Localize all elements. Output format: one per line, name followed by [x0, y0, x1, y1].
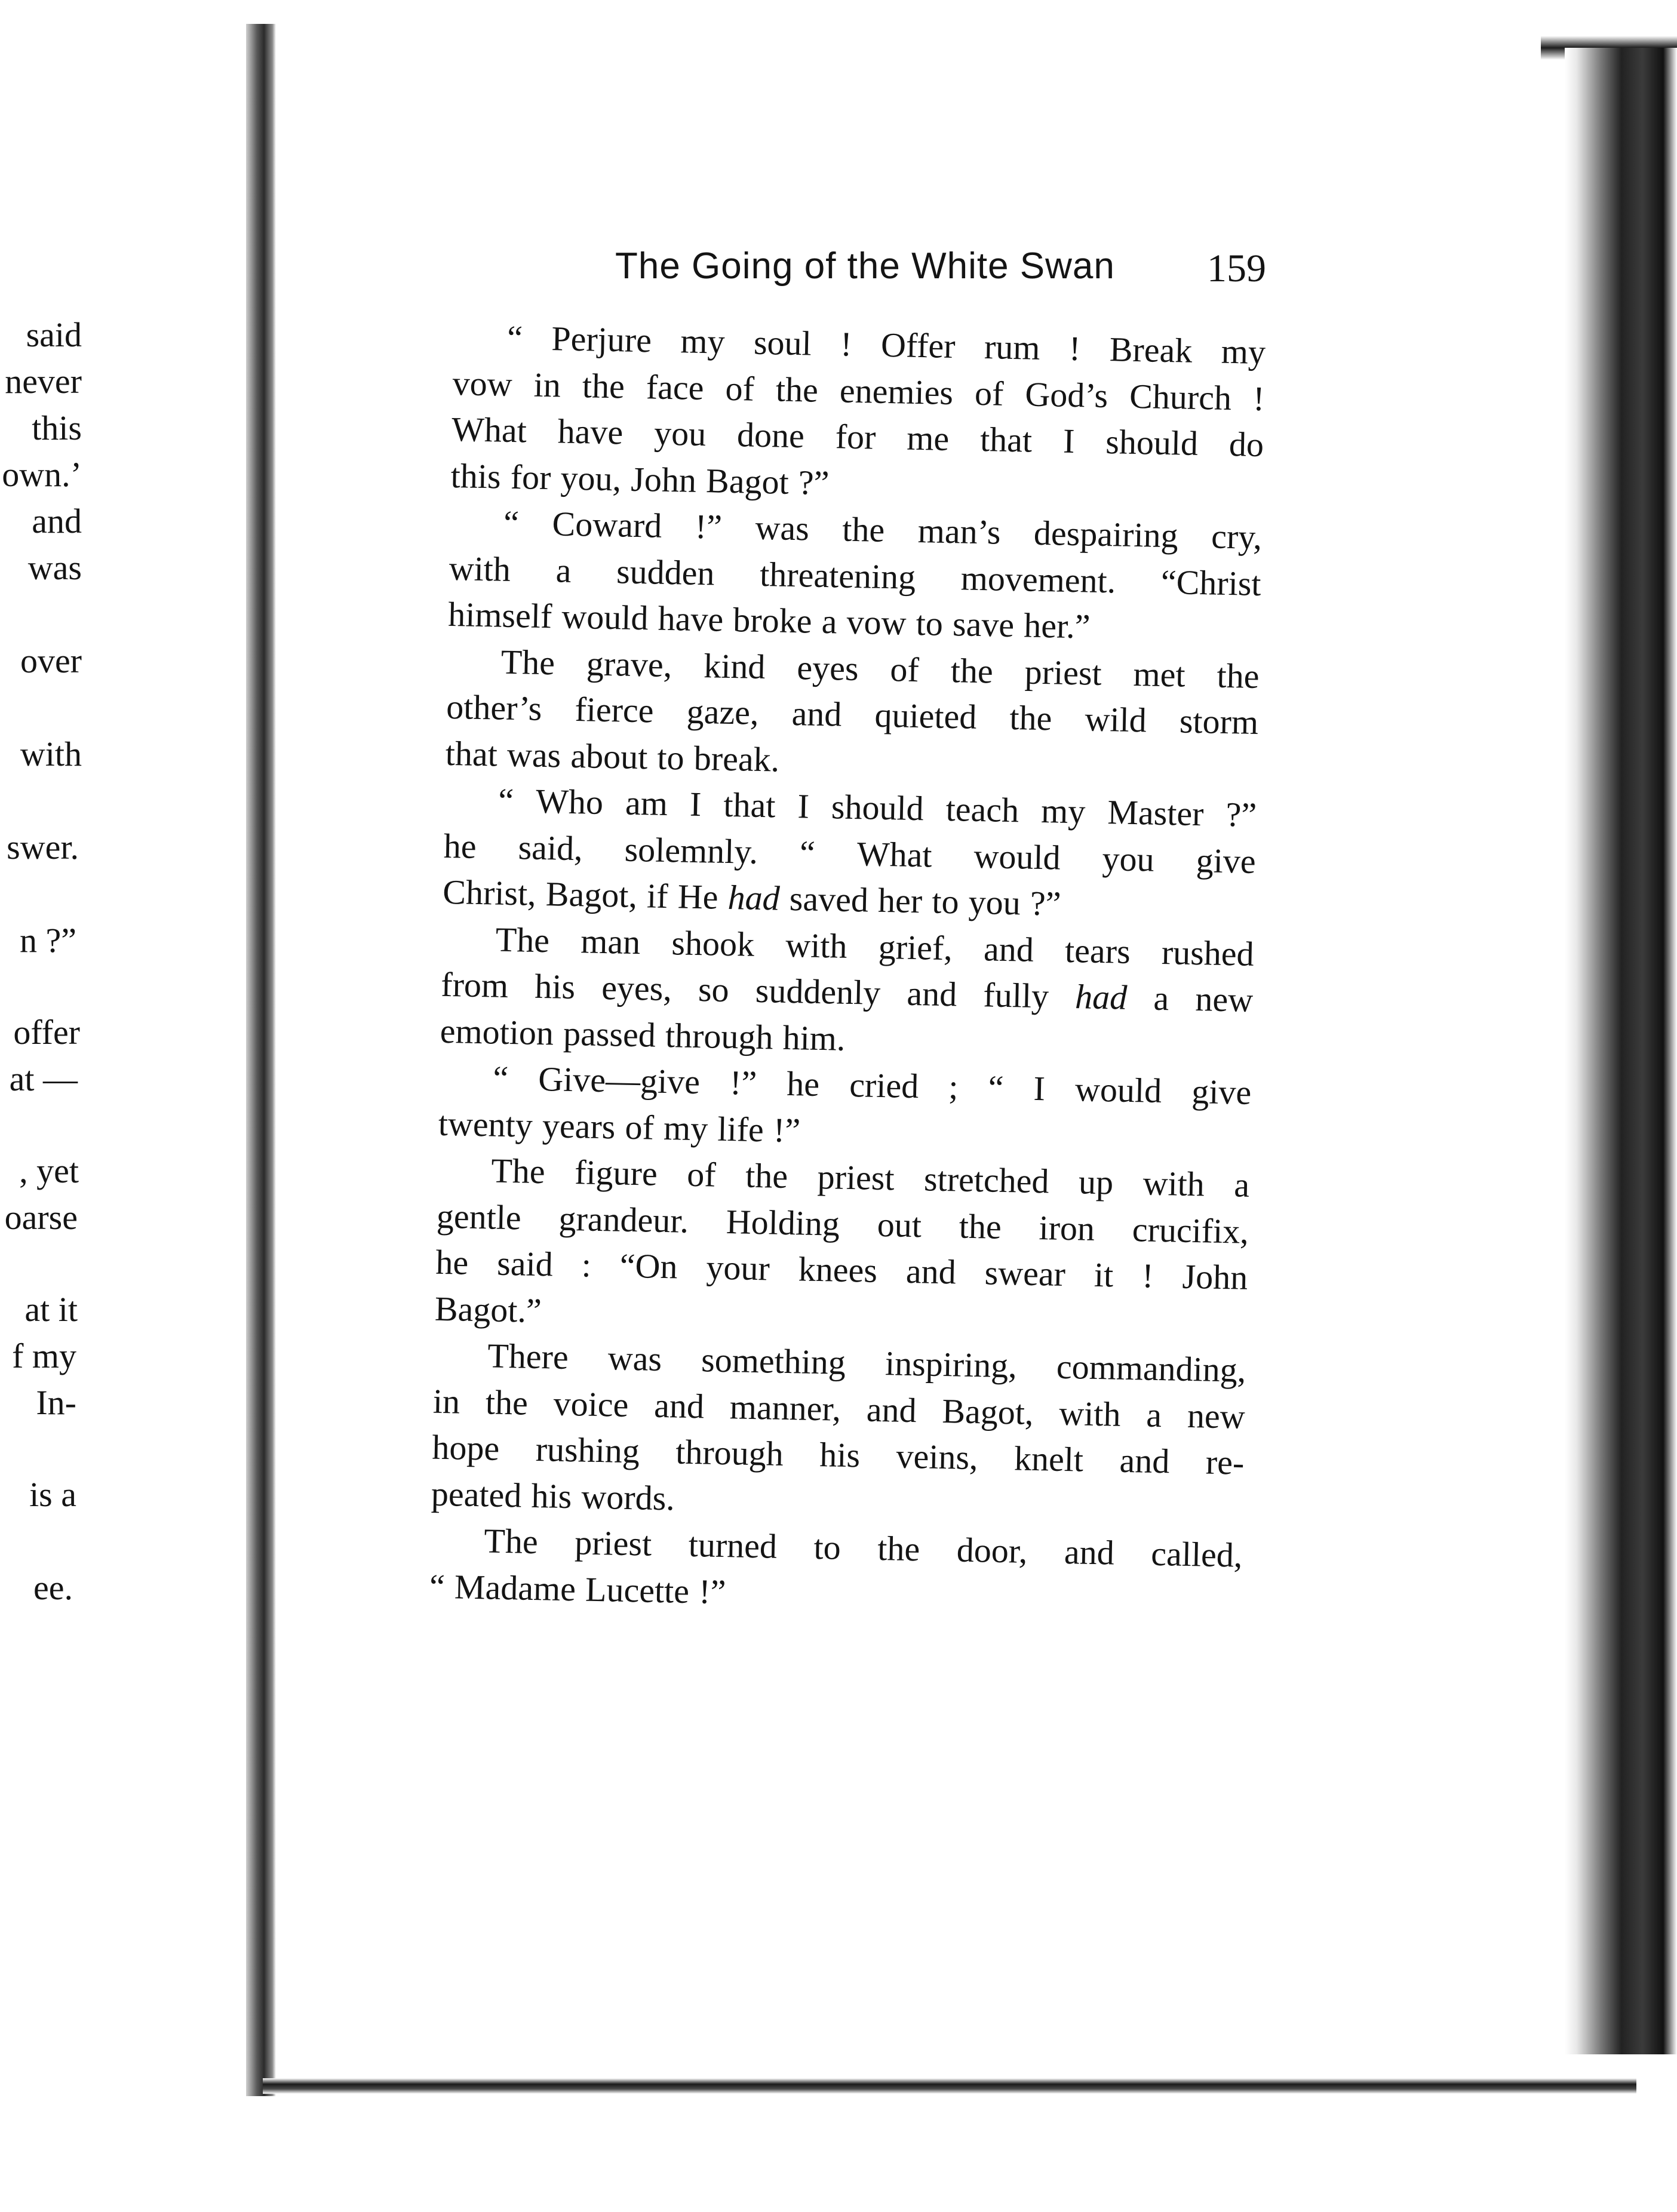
paragraph — [431, 1332, 1246, 1532]
word: Bagot — [705, 460, 790, 502]
word: to — [813, 1527, 841, 1567]
word: your — [705, 1248, 770, 1288]
paragraph — [440, 915, 1254, 1070]
word: with — [785, 925, 848, 966]
body-text — [429, 314, 1266, 1625]
word: saved — [789, 878, 869, 920]
word: gentle — [436, 1196, 522, 1237]
word: ?” — [1030, 883, 1062, 923]
word: other’s — [446, 687, 542, 728]
word: called, — [1150, 1534, 1243, 1575]
paragraph — [434, 1147, 1250, 1347]
word: would — [561, 597, 649, 638]
word: sudden — [616, 551, 715, 592]
word: have — [557, 411, 624, 452]
word: the — [841, 509, 885, 549]
paragraph — [450, 314, 1266, 514]
word: knees — [798, 1249, 878, 1290]
word: vow — [452, 363, 513, 404]
word: should — [831, 787, 924, 828]
word: “ — [497, 781, 514, 821]
word: of — [974, 373, 1005, 413]
word: do — [1228, 424, 1264, 465]
word: The — [490, 1151, 546, 1191]
word: her — [877, 880, 923, 921]
word: and — [983, 929, 1034, 969]
word: solemnly. — [624, 830, 758, 871]
word: grandeur. — [558, 1199, 689, 1240]
left-fragment: never — [5, 362, 82, 401]
word: enemies — [839, 370, 954, 412]
word: God’s — [1024, 374, 1108, 415]
word: The — [483, 1521, 539, 1562]
word: voice — [553, 1384, 629, 1424]
word: rushed — [1161, 932, 1255, 973]
left-fragment: In- — [36, 1383, 76, 1422]
left-fragment: over — [20, 641, 82, 680]
word: a — [1233, 1165, 1250, 1205]
word: he — [443, 826, 477, 866]
left-fragment: , yet — [19, 1151, 79, 1190]
left-fragment: swer. — [7, 828, 79, 867]
word: Holding — [726, 1202, 840, 1243]
word: for — [510, 457, 552, 497]
word: gaze, — [686, 692, 760, 732]
word: hope — [431, 1427, 500, 1468]
book-edge-right — [1565, 48, 1677, 2054]
word: himself — [447, 594, 552, 636]
word: out — [877, 1205, 922, 1245]
word: Offer — [880, 325, 956, 366]
word: to — [931, 881, 960, 921]
word: about — [570, 736, 648, 776]
word: should — [1105, 422, 1199, 463]
word: with — [1142, 1163, 1205, 1204]
word: his — [530, 1476, 572, 1516]
word: the — [745, 1156, 788, 1196]
word: new — [1194, 979, 1254, 1019]
word: ! — [1252, 379, 1266, 418]
left-fragment: was — [27, 548, 82, 587]
word: met — [1133, 654, 1186, 695]
word: was — [607, 1338, 662, 1378]
word: What — [856, 834, 933, 875]
word: something — [701, 1340, 846, 1382]
word: up — [1078, 1162, 1114, 1202]
paragraph — [443, 776, 1257, 931]
word: Give—give — [538, 1059, 701, 1102]
word: he — [435, 1242, 469, 1282]
word: rum — [984, 327, 1041, 367]
word: a — [1153, 978, 1169, 1018]
word: the — [582, 365, 625, 406]
word: of — [686, 1154, 717, 1194]
paragraph — [448, 499, 1263, 653]
word: through — [675, 1432, 784, 1473]
word: “On — [619, 1246, 678, 1286]
word: and — [653, 1385, 705, 1425]
word: a — [1145, 1395, 1162, 1434]
word: and — [791, 693, 843, 734]
word: give — [1191, 1071, 1252, 1112]
word: kind — [703, 646, 766, 686]
word: The — [495, 920, 550, 960]
word: wild — [1085, 699, 1147, 740]
word: ! — [840, 324, 853, 364]
word: Who — [535, 781, 604, 822]
paragraph — [438, 1054, 1252, 1162]
word: Master — [1107, 792, 1205, 834]
word: man’s — [917, 511, 1002, 552]
word: the — [1009, 698, 1053, 738]
word: life — [717, 1109, 764, 1149]
left-fragment: offer — [13, 1013, 80, 1052]
word: would — [973, 836, 1061, 877]
word: !” — [773, 1110, 801, 1150]
word: ?” — [1225, 794, 1257, 834]
paragraph — [429, 1517, 1243, 1625]
word: : — [581, 1245, 592, 1285]
word: grief, — [878, 927, 953, 967]
page-number: 159 — [1207, 247, 1266, 290]
word: him. — [782, 1018, 846, 1058]
word: eyes, — [601, 967, 672, 1009]
word: “ — [988, 1068, 1005, 1107]
word: peated — [431, 1474, 523, 1515]
word: re- — [1205, 1442, 1245, 1482]
word: break. — [693, 738, 780, 779]
word: would — [1074, 1070, 1162, 1110]
word: the — [1217, 656, 1260, 696]
word: priest — [1024, 652, 1102, 693]
word: soul — [753, 322, 812, 363]
word: ! — [1068, 328, 1081, 368]
word: There — [487, 1336, 569, 1377]
word: knelt — [1013, 1439, 1084, 1479]
word: said — [496, 1243, 554, 1284]
word: priest — [574, 1523, 652, 1563]
left-fragment: with — [20, 735, 82, 773]
word: Church — [1129, 376, 1232, 417]
word: door, — [956, 1530, 1028, 1571]
word: “ — [506, 318, 523, 358]
word: through — [665, 1015, 774, 1056]
word: the — [775, 369, 819, 410]
word: so — [698, 970, 730, 1010]
word: figure — [574, 1153, 658, 1193]
word: ! — [1141, 1256, 1154, 1295]
word: for — [835, 417, 877, 457]
word: face — [646, 367, 705, 407]
word: suddenly — [755, 970, 881, 1012]
word: the — [877, 1529, 920, 1569]
word: a — [821, 601, 838, 641]
word: passed — [563, 1013, 656, 1055]
word: a — [555, 550, 572, 590]
word: you, — [560, 457, 622, 498]
word: his — [534, 966, 576, 1007]
word: John — [1182, 1256, 1248, 1297]
word: crucifix, — [1132, 1209, 1249, 1251]
word: in — [432, 1381, 460, 1421]
word: grave, — [586, 643, 672, 684]
word: I — [689, 784, 702, 824]
word: and — [906, 973, 957, 1014]
word: cried — [849, 1065, 919, 1106]
word: priest — [817, 1157, 895, 1198]
word: veins, — [895, 1436, 979, 1477]
word: in — [533, 365, 561, 404]
word: you — [1102, 838, 1155, 879]
word: said, — [518, 827, 583, 868]
paragraph — [445, 637, 1260, 792]
word: the — [485, 1382, 529, 1423]
word: manner, — [729, 1387, 841, 1428]
word: have — [658, 598, 724, 639]
word: if — [646, 876, 669, 916]
word: I — [797, 787, 810, 826]
word: Break — [1109, 330, 1193, 370]
word: commanding, — [1056, 1347, 1246, 1390]
word: am — [625, 783, 668, 824]
running-head: The Going of the White Swan — [615, 245, 1115, 287]
word: Lucette — [585, 1569, 690, 1611]
word: Madame — [454, 1566, 576, 1608]
word: Christ, — [442, 872, 537, 913]
left-fragment: said — [26, 315, 82, 354]
word: stretched — [923, 1159, 1050, 1201]
left-fragment: this — [32, 408, 82, 447]
word: turned — [688, 1525, 778, 1566]
word: twenty — [438, 1104, 533, 1145]
word: emotion — [440, 1011, 554, 1052]
word: her.” — [1023, 606, 1091, 646]
word: new — [1187, 1396, 1246, 1436]
word: he — [786, 1064, 820, 1104]
word: shook — [671, 923, 755, 964]
word: storm — [1179, 701, 1259, 742]
word: tears — [1064, 930, 1131, 971]
word: fully — [982, 975, 1049, 1016]
word: ; — [948, 1067, 959, 1107]
word: save — [952, 604, 1015, 645]
word: fierce — [574, 690, 655, 730]
word: teach — [945, 789, 1019, 830]
word: vow — [846, 602, 907, 643]
word: The — [500, 642, 555, 682]
left-fragment: ee. — [33, 1568, 73, 1607]
word: inspiring, — [884, 1344, 1018, 1385]
word: the — [959, 1206, 1002, 1246]
word: broke — [732, 600, 813, 641]
word: had — [727, 877, 781, 918]
word: man — [580, 921, 641, 961]
left-fragment: and — [32, 502, 82, 540]
word: ?” — [798, 462, 830, 502]
word: to — [916, 603, 944, 643]
word: “Christ — [1160, 562, 1262, 603]
word: despairing — [1033, 513, 1179, 555]
word: iron — [1038, 1208, 1095, 1248]
word: that — [445, 733, 498, 774]
book-gutter — [246, 24, 276, 2096]
word: “ — [429, 1566, 446, 1606]
word: that — [979, 419, 1033, 460]
word: Bagot, — [545, 874, 638, 915]
word: What — [451, 409, 527, 450]
word: was — [754, 508, 810, 548]
word: Bagot.” — [434, 1289, 542, 1330]
page-header — [615, 239, 1272, 293]
word: !” — [729, 1063, 757, 1102]
left-fragment: oarse — [4, 1198, 78, 1237]
word: “ — [799, 832, 816, 872]
word: John — [630, 459, 697, 500]
word: I — [1033, 1068, 1046, 1108]
word: this — [450, 456, 502, 496]
word: of — [724, 368, 755, 408]
word: of — [624, 1107, 655, 1147]
word: from — [440, 964, 509, 1005]
left-fragment: at it — [24, 1290, 78, 1329]
word: his — [819, 1435, 861, 1475]
word: and — [905, 1251, 957, 1292]
word: was — [506, 735, 561, 775]
word: with — [449, 548, 511, 589]
word: !” — [698, 1571, 726, 1611]
word: I — [1062, 421, 1076, 460]
word: give — [1196, 840, 1257, 881]
left-fragment: f my — [12, 1337, 76, 1375]
left-fragment: at — — [9, 1059, 78, 1098]
left-fragment: is a — [29, 1475, 76, 1514]
word: you — [653, 413, 707, 454]
word: my — [663, 1108, 708, 1148]
word: had — [1074, 977, 1128, 1017]
word: Perjure — [551, 319, 652, 360]
word: swear — [984, 1253, 1066, 1294]
word: “ — [503, 503, 520, 543]
word: my — [680, 321, 726, 361]
word: quieted — [874, 695, 977, 736]
word: and — [866, 1390, 917, 1430]
word: and — [1064, 1532, 1115, 1572]
word: rushing — [535, 1429, 640, 1471]
word: years — [542, 1105, 616, 1146]
word: words. — [580, 1476, 675, 1517]
word: me — [906, 418, 950, 458]
left-fragment: n ?” — [20, 921, 76, 960]
word: it — [1094, 1255, 1114, 1295]
word: that — [723, 785, 776, 825]
book-edge-bottom — [263, 2078, 1636, 2094]
left-fragment: own.’ — [2, 455, 82, 494]
word: !” — [695, 506, 723, 546]
word: my — [1221, 331, 1266, 372]
word: you — [968, 882, 1021, 923]
word: eyes — [796, 647, 859, 688]
word: done — [736, 415, 805, 456]
word: He — [677, 877, 719, 917]
previous-page-fragment — [0, 0, 263, 2212]
word: to — [656, 738, 685, 778]
word: movement. — [960, 558, 1116, 600]
word: and — [1119, 1440, 1170, 1481]
word: Bagot, — [941, 1391, 1034, 1432]
word: with — [1058, 1393, 1122, 1434]
word: Coward — [552, 504, 662, 545]
word: my — [1040, 791, 1086, 831]
word: of — [889, 649, 920, 689]
word: the — [950, 650, 994, 690]
word: threatening — [759, 554, 916, 597]
word: cry, — [1211, 517, 1263, 557]
word: “ — [492, 1058, 509, 1098]
